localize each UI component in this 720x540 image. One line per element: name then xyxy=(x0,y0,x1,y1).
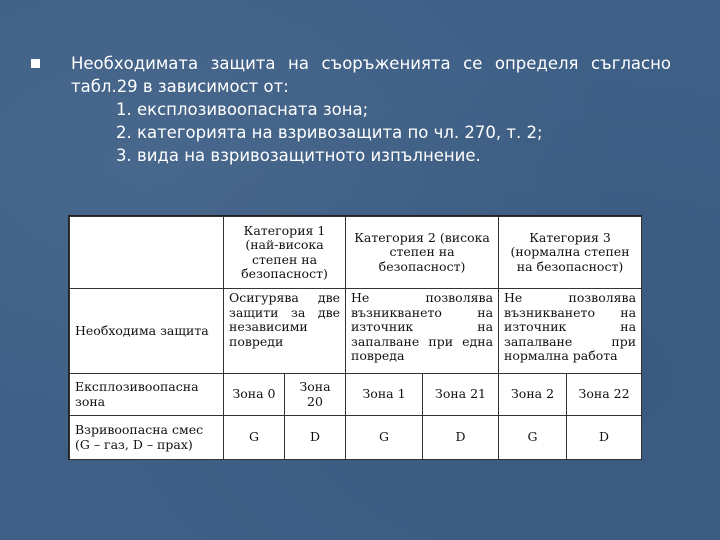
table-row-required-protection xyxy=(70,289,642,374)
table-row-explosive-mixture xyxy=(70,416,642,460)
protection-table-grid xyxy=(69,216,642,460)
cell-zone: Зона 2 xyxy=(499,374,567,416)
row-label-explosive-zone: Експлозивоопасна зона xyxy=(70,374,224,416)
cell-category-3-protection: Не позволява възникването на източник на запалване при нормална работа xyxy=(499,289,642,374)
header-category-1: Категория 1 (най-висока степен на безопасност) xyxy=(224,217,346,289)
cell-category-2-protection: Не позволява възникването на източник на запалване при една повреда xyxy=(346,289,499,374)
cell-category-1-protection: Осигурява две защити за две независими повреди xyxy=(224,289,346,374)
list-item-1: 1. експлозивоопасната зона; xyxy=(116,100,369,119)
cell-mixture: G xyxy=(346,416,423,460)
list-item-2: 2. категорията на взривозащита по чл. 270, т. 2; xyxy=(116,123,543,142)
bullet-square-icon xyxy=(31,59,40,68)
cell-mixture: D xyxy=(285,416,346,460)
header-empty-cell xyxy=(70,217,224,289)
intro-text: Необходимата защита на съоръженията се определя съгласно табл.29 в зависимост от: xyxy=(71,54,671,96)
row-label-explosive-mixture: Взривоопасна смес (G – газ, D – прах) xyxy=(70,416,224,460)
cell-zone: Зона 22 xyxy=(567,374,642,416)
cell-zone: Зона 20 xyxy=(285,374,346,416)
slide-body-text xyxy=(71,52,671,167)
cell-mixture: G xyxy=(499,416,567,460)
cell-mixture: D xyxy=(567,416,642,460)
table-header-row xyxy=(70,217,642,289)
cell-mixture: G xyxy=(224,416,285,460)
row-label-required-protection: Необходима защита xyxy=(70,289,224,374)
list-item-3: 3. вида на взривозащитното изпълнение. xyxy=(116,146,481,165)
header-category-3: Категория 3 (нормална степен на безопасност) xyxy=(499,217,642,289)
cell-mixture: D xyxy=(423,416,499,460)
cell-zone: Зона 21 xyxy=(423,374,499,416)
header-category-2: Категория 2 (висока степен на безопасност) xyxy=(346,217,499,289)
table-row-explosive-zone xyxy=(70,374,642,416)
protection-table xyxy=(68,215,642,460)
cell-zone: Зона 0 xyxy=(224,374,285,416)
cell-zone: Зона 1 xyxy=(346,374,423,416)
